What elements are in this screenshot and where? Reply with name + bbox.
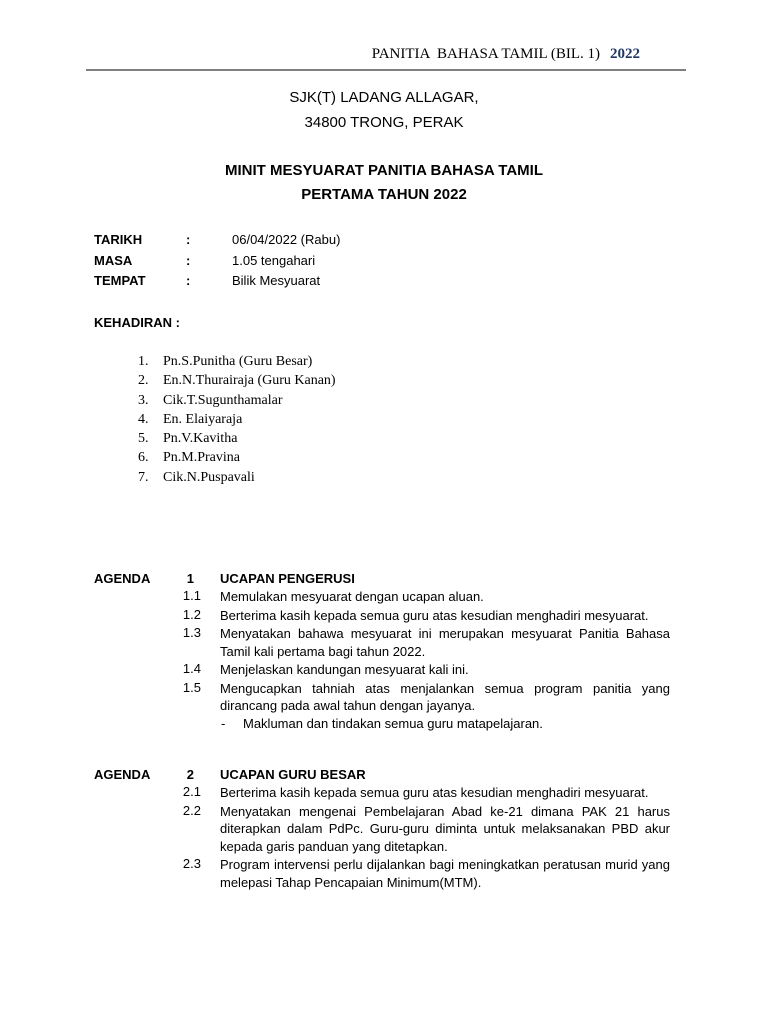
attendee-number: 3. [138, 392, 149, 408]
info-colon: : [186, 253, 191, 268]
attendee-item [138, 371, 336, 390]
agenda-item [0, 607, 768, 625]
agenda-title: UCAPAN PENGERUSI [220, 571, 355, 586]
agenda-item [0, 856, 768, 891]
agenda-title: UCAPAN GURU BESAR [220, 767, 366, 782]
attendee-name: En.N.Thurairaja (Guru Kanan) [163, 373, 336, 389]
attendance-heading: KEHADIRAN : [94, 315, 180, 330]
item-number: 1.1 [182, 588, 201, 603]
attendee-item [138, 429, 336, 448]
item-text: Mengucapkan tahniah atas menjalankan semua program panitia yang dirancang pada awal tahun dengan jayanya. [220, 680, 670, 713]
header-title: PANITIA BAHASA TAMIL (BIL. 1) [371, 46, 600, 62]
agenda-label: AGENDA [94, 571, 151, 586]
agenda-number: 1 [186, 571, 194, 586]
attendee-item [138, 391, 336, 410]
item-number: 2.2 [182, 802, 201, 818]
info-value: 06/04/2022 (Rabu) [232, 232, 341, 247]
info-label: MASA [94, 253, 133, 268]
document-subtitle: PERTAMA TAHUN 2022 [301, 186, 467, 203]
item-text: Menyatakan mengenai Pembelajaran Abad ke-21 dimana PAK 21 harus diterapkan dalam PdPc. Guru-guru diminta untuk melaksanakan PBD akur kepada garis panduan yang ditetapkan. [220, 803, 670, 854]
agenda-label: AGENDA [94, 767, 151, 782]
header-divider [86, 69, 686, 71]
item-text: Menyatakan bahawa mesyuarat ini merupakan mesyuarat Panitia Bahasa Tamil kali pertama bagi tahun 2022. [220, 626, 670, 659]
item-number: 2.1 [182, 784, 201, 799]
attendee-name: Pn.S.Punitha (Guru Besar) [163, 354, 313, 369]
item-number: 1.5 [182, 679, 201, 695]
item-number: 2.3 [182, 856, 201, 871]
school-address: 34800 TRONG, PERAK [304, 114, 464, 131]
attendee-item [138, 448, 336, 467]
item-text: Berterima kasih kepada semua guru atas kesudian menghadiri mesyuarat. [220, 607, 649, 623]
attendee-name: Cik.N.Puspavali [163, 469, 255, 485]
item-text: Berterima kasih kepada semua guru atas kesudian menghadiri mesyuarat. [220, 785, 649, 800]
item-text: Program intervensi perlu dijalankan bagi meningkatkan peratusan murid yang melepasi Tahap Pencapaian Minimum(MTM). [220, 857, 670, 890]
info-label: TEMPAT [94, 273, 146, 288]
item-number: 1.2 [182, 606, 201, 622]
attendee-item [138, 468, 336, 487]
agenda-item [0, 784, 768, 802]
info-colon: : [186, 273, 191, 288]
attendee-number: 2. [138, 373, 149, 389]
item-text: Memulakan mesyuarat dengan ucapan aluan. [220, 589, 484, 604]
info-value: Bilik Mesyuarat [232, 273, 321, 288]
attendee-name: En. Elaiyaraja [163, 411, 243, 427]
item-number: 1.4 [182, 661, 201, 676]
agenda-item [0, 661, 768, 679]
attendee-number: 6. [138, 450, 149, 466]
page-header [0, 46, 640, 63]
info-value: 1.05 tengahari [232, 253, 316, 268]
agenda-number: 2 [186, 767, 194, 782]
agenda-heading [0, 767, 768, 784]
attendee-number: 7. [138, 469, 149, 485]
item-number: 1.3 [182, 625, 201, 640]
agenda-item [0, 625, 768, 660]
attendee-name: Cik.T.Sugunthamalar [163, 392, 283, 408]
agenda-heading [0, 571, 768, 588]
agenda-section-2 [0, 767, 768, 891]
attendee-number: 4. [138, 411, 149, 427]
subpoint-dash: - [221, 715, 226, 731]
header-year: 2022 [610, 46, 640, 62]
item-text: Menjelaskan kandungan mesyuarat kali ini. [220, 662, 469, 677]
info-label: TARIKH [94, 232, 143, 247]
agenda-section-1 [0, 571, 768, 733]
document-title: MINIT MESYUARAT PANITIA BAHASA TAMIL [224, 162, 544, 179]
attendee-item [138, 352, 336, 371]
attendee-list [138, 352, 336, 487]
agenda-item [0, 680, 768, 715]
info-colon: : [186, 232, 191, 247]
agenda-subpoint [0, 715, 768, 733]
attendee-name: Pn.M.Pravina [163, 450, 240, 466]
agenda-item [0, 803, 768, 856]
attendee-name: Pn.V.Kavitha [163, 431, 238, 447]
agenda-item [0, 588, 768, 606]
attendee-number: 5. [138, 431, 149, 447]
attendee-item [138, 410, 336, 429]
school-name: SJK(T) LADANG ALLAGAR, [289, 89, 479, 106]
attendee-number: 1. [138, 354, 149, 369]
subpoint-text: Makluman dan tindakan semua guru matapelajaran. [243, 715, 543, 731]
